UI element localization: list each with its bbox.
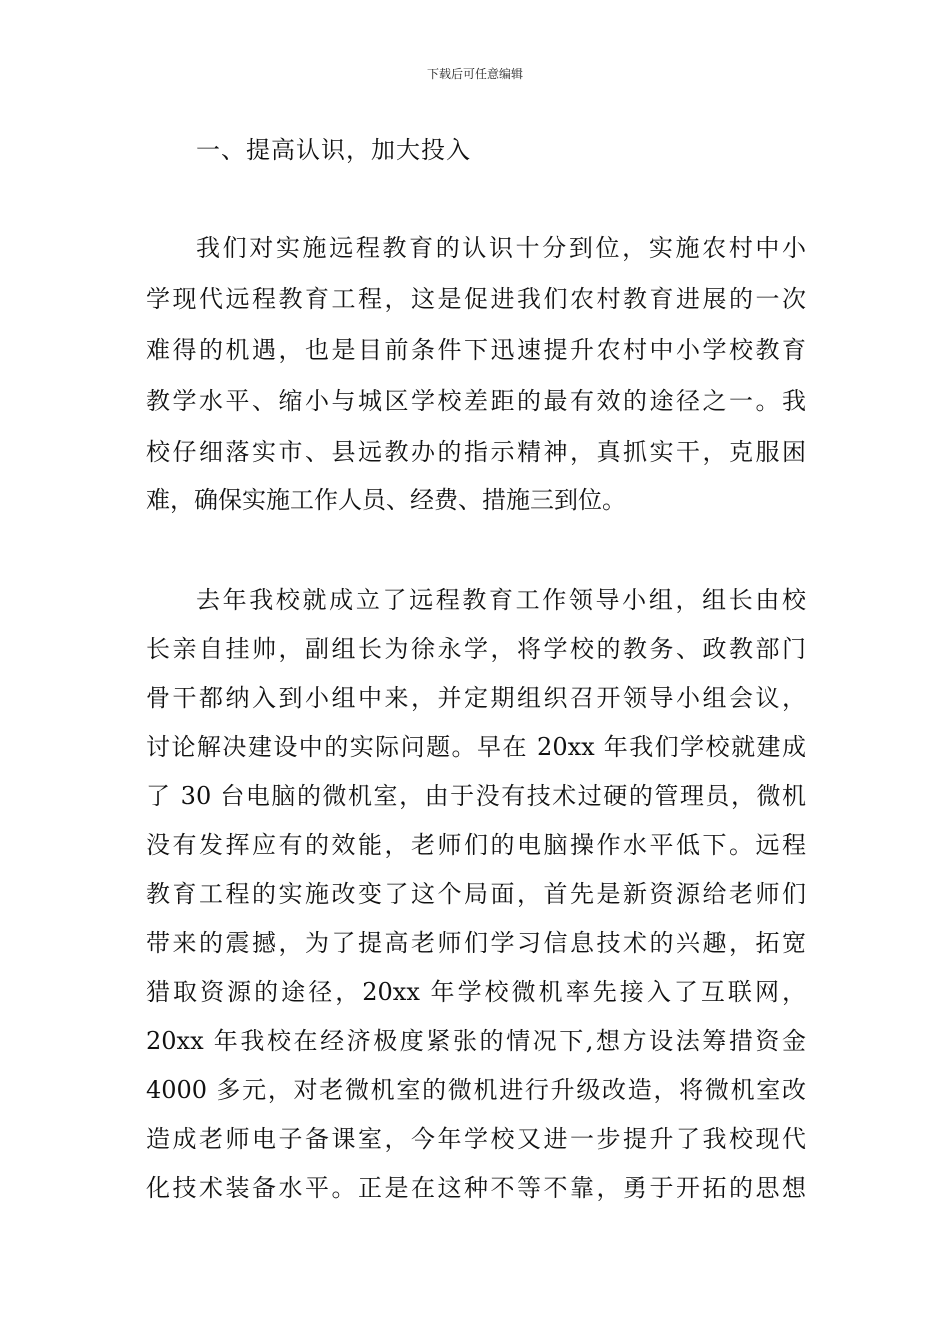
paragraph-line: 猎取资源的途径，20xx 年学校微机率先接入了互联网， <box>146 978 806 1006</box>
paragraph-line: 我们对实施远程教育的认识十分到位，实施农村中小 <box>196 234 806 262</box>
paragraph-line: 骨干都纳入到小组中来，并定期组织召开领导小组会议， <box>146 684 806 712</box>
paragraph-line: 校仔细落实市、县远教办的指示精神，真抓实干，克服困 <box>146 438 806 466</box>
paragraph-line: 了 30 台电脑的微机室，由于没有技术过硬的管理员，微机 <box>146 782 806 810</box>
header-note: 下载后可任意编辑 <box>426 67 523 81</box>
paragraph-line: 化技术装备水平。正是在这种不等不靠，勇于开拓的思想 <box>146 1174 806 1202</box>
paragraph-line: 造成老师电子备课室，今年学校又进一步提升了我校现代 <box>146 1125 806 1153</box>
paragraph-line: 4000 多元，对老微机室的微机进行升级改造，将微机室改 <box>146 1076 806 1104</box>
paragraph-line: 去年我校就成立了远程教育工作领导小组，组长由校 <box>196 586 806 614</box>
paragraph-line: 难，确保实施工作人员、经费、措施三到位。 <box>146 486 626 514</box>
paragraph-line: 讨论解决建设中的实际问题。早在 20xx 年我们学校就建成 <box>146 733 806 761</box>
section-heading: 一、提高认识，加大投入 <box>196 136 471 164</box>
paragraph-line: 教学水平、缩小与城区学校差距的最有效的途径之一。我 <box>146 387 806 415</box>
paragraph-line: 没有发挥应有的效能，老师们的电脑操作水平低下。远程 <box>146 831 806 859</box>
paragraph-line: 教育工程的实施改变了这个局面，首先是新资源给老师们 <box>146 880 806 908</box>
paragraph-line: 难得的机遇，也是目前条件下迅速提升农村中小学校教育 <box>146 336 806 364</box>
paragraph-line: 20xx 年我校在经济极度紧张的情况下,想方设法筹措资金 <box>146 1027 806 1055</box>
paragraph-line: 长亲自挂帅，副组长为徐永学，将学校的教务、政教部门 <box>146 635 806 663</box>
paragraph-line: 学现代远程教育工程，这是促进我们农村教育进展的一次 <box>146 285 806 313</box>
paragraph-line: 带来的震撼，为了提高老师们学习信息技术的兴趣，拓宽 <box>146 929 806 957</box>
